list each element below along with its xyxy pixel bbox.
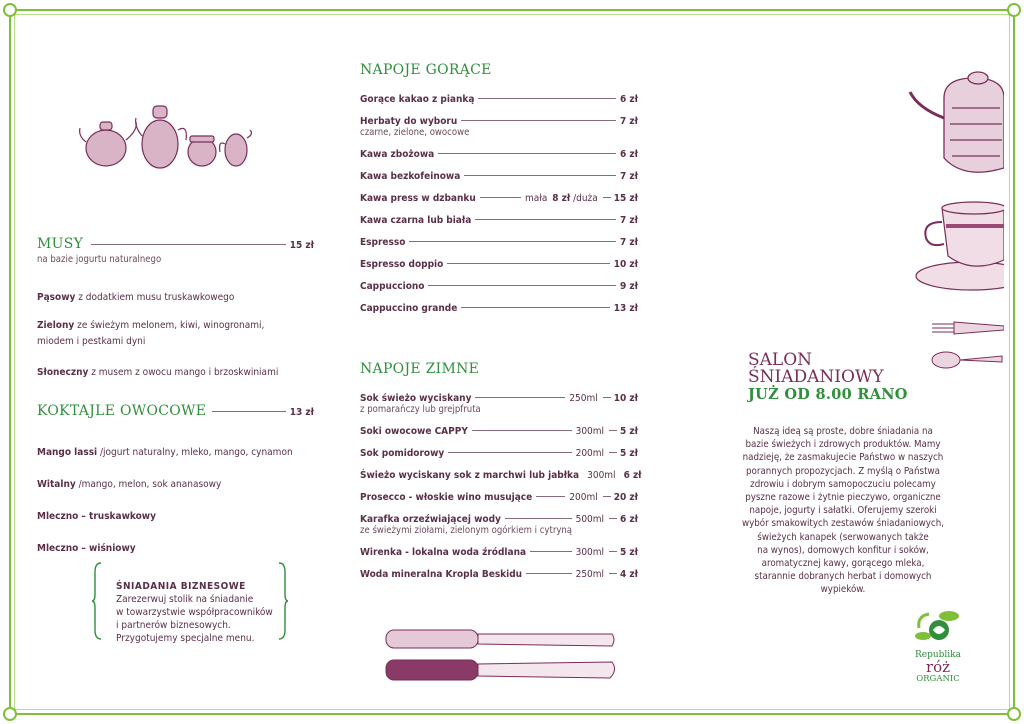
list-item: Sok pomidorowy 200ml 5 zł [360,448,638,459]
hot-drinks-section [360,62,638,325]
cold-drinks-section [360,361,642,591]
about-text: Naszą ideą są proste, dobre śniadania na bazie świeżych i zdrowych produktów. Mamy nadzieję, że zasmakujecie Państwo w naszych porannych propozycjach. Z myślą o Państwa zdrowiu i dobrym samopoczuciu polecamy pyszne razowe i żytnie pieczywo, organiczne napoje, jogurty i sałatki. Oferujemy szeroki wybór smakowitych zestawów śniadaniowych, świeżych kanapek (serwowanych także na wynos), domowych konfitur i soków, aromatycznej kawy, gorącego mleka, starannie dobranych herbat i domowych wypieków. [741,426,945,596]
left-brace-icon [92,562,102,640]
cold-drinks-list [360,393,642,580]
list-item: Herbaty do wyboru 7 zł czarne, zielone, owocowe [360,116,638,138]
frame-corner-ornament [1007,3,1021,17]
salon-hours: JUŻ OD 8.00 RANO [748,386,908,403]
right-brace-icon [278,562,288,640]
salon-heading [748,352,948,403]
list-item: Wirenka - lokalna woda źródlana 300ml 5 zł [360,547,638,558]
list-item: Zielony ze świeżym melonem, kiwi, winogronami, miodem i pestkami dyni [37,320,265,347]
koktajle-price: 13 zł [289,407,314,418]
hot-drinks-list [360,94,638,314]
musy-list [37,285,314,379]
republika-roz-logo: Republika róż ORGANIC [906,608,970,684]
list-item: Cappuccino grande 13 zł [360,303,638,314]
teacup-illustration [912,200,1004,296]
list-item: Mleczno – truskawkowy [37,511,156,522]
rose-logo-icon [913,608,963,646]
koktajle-section [37,403,314,555]
list-item: Soki owocowe CAPPY 300ml 5 zł [360,426,638,437]
list-item: Świeżo wyciskany sok z marchwi lub jabłka 300ml 6 zł [360,470,642,481]
knives-illustration [382,626,618,686]
frame-corner-ornament [3,707,17,721]
business-breakfast-title: ŚNIADANIA BIZNESOWE [116,581,246,592]
list-item: Gorące kakao z pianką 6 zł [360,94,638,105]
cold-drinks-title: NAPOJE ZIMNE [360,361,480,377]
list-item: Mleczno – wiśniowy [37,543,136,554]
frame-corner-ornament [3,3,17,17]
salon-title-line2: ŚNIADANIOWY [748,367,884,387]
list-item: Słoneczny z musem z owocu mango i brzoskwiniami [37,367,279,378]
list-item: Kawa press w dzbanku mała 8 zł /duża 15 zł [360,193,638,204]
musy-subtitle: na bazie jogurtu naturalnego [37,254,162,265]
list-item: Woda mineralna Kropla Beskidu 250ml 4 zł [360,569,638,580]
frame-corner-ornament [1007,707,1021,721]
list-item: Espresso 7 zł [360,237,638,248]
list-item: Kawa bezkofeinowa 7 zł [360,171,638,182]
musy-title: MUSY [37,236,84,252]
teapot-illustration [904,68,1004,182]
salon-title-line1: SALON [748,350,813,370]
list-item: Kawa zbożowa 6 zł [360,149,638,160]
list-item: Prosecco - włoskie wino musujące 200ml 20 zł [360,492,638,503]
list-item: Espresso doppio 10 zł [360,259,638,270]
list-item: Cappucciono 9 zł [360,281,638,292]
tea-set-illustration [78,100,254,174]
koktajle-list [37,440,314,555]
list-item: Pąsowy z dodatkiem musu truskawkowego [37,292,235,303]
business-breakfast-box [92,562,288,644]
list-item: Kawa czarna lub biała 7 zł [360,215,638,226]
koktajle-title: KOKTAJLE OWOCOWE [37,403,207,419]
list-item: Sok świeżo wyciskany 250ml 10 zł z pomarańczy lub grejpfruta [360,393,638,415]
business-breakfast-text: ŚNIADANIA BIZNESOWE Zarezerwuj stolik na śniadanie w towarzystwie współpracowników i partnerów biznesowych. Przygotujemy specjalne menu. [116,581,273,644]
list-item: Mango lassi /jogurt naturalny, mleko, mango, cynamon [37,447,293,458]
list-item: Karafka orzeźwiającej wody 500ml 6 zł ze świeżymi ziołami, zielonym ogórkiem i cytryną [360,514,638,536]
list-item: Witalny /mango, melon, sok ananasowy [37,479,222,490]
musy-price: 15 zł [289,240,314,251]
musy-section [37,236,314,379]
hot-drinks-title: NAPOJE GORĄCE [360,62,492,78]
